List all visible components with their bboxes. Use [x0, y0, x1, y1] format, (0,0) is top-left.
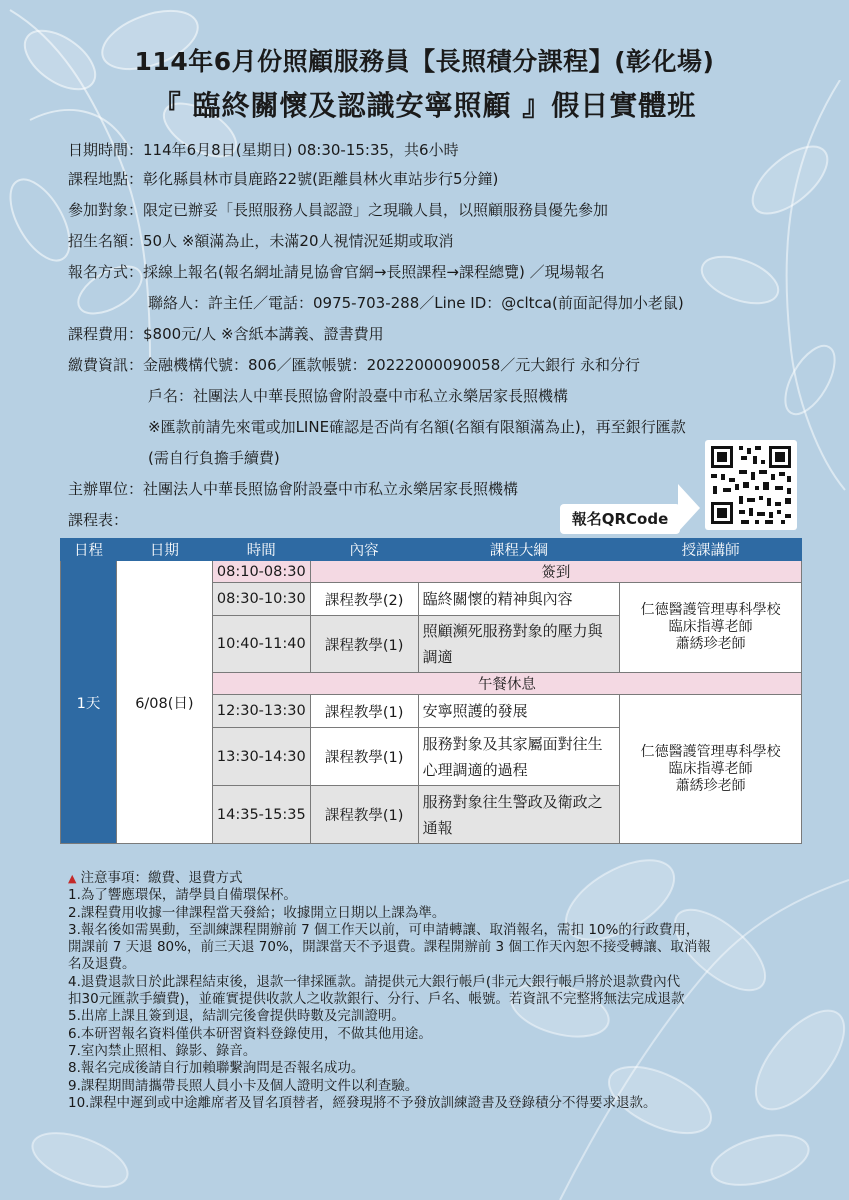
session-content: 課程教學(1) — [310, 695, 418, 728]
note-item: 開課前 7 天退 80%，前三天退 70%，開課當天不予退費。課程開辦前 3 個工作天內恕不接受轉讓、取消報 — [68, 939, 711, 956]
session-topic: 臨終關懷的精神與內容 — [418, 583, 620, 616]
note-item: 9.課程期間請攜帶長照人員小卡及個人證明文件以利查驗。 — [68, 1077, 419, 1094]
table-header-row — [61, 539, 802, 561]
info-account-name: 戶名：社團法人中華長照協會附設臺中市私立永樂居家長照機構 — [148, 387, 569, 405]
teacher-cell-morning — [620, 583, 802, 673]
qr-code-icon — [705, 440, 797, 530]
note-item: 6.本研習報名資料僅供本研習資料登錄使用，不做其他用途。 — [68, 1025, 432, 1042]
checkin-time: 08:10-08:30 — [212, 561, 310, 583]
header-date: 日期 — [116, 539, 212, 561]
session-time: 12:30-13:30 — [212, 695, 310, 728]
schedule-label: 課程表： — [68, 511, 129, 529]
session-time: 14:35-15:35 — [212, 786, 310, 844]
teacher-school: 仁德醫護管理專科學校 — [640, 743, 781, 760]
table-row — [61, 561, 802, 583]
info-contact: 聯絡人：許主任／電話：0975-703-288／Line ID：@cltca(前面記得加小老鼠) — [148, 294, 684, 312]
session-time: 13:30-14:30 — [212, 728, 310, 786]
info-registration: 報名方式：採線上報名(報名網址請見協會官網→長照課程→課程總覽) ／現場報名 — [68, 263, 605, 281]
date-cell: 6/08(日) — [116, 561, 212, 844]
qr-pointer-arrow — [678, 484, 700, 532]
info-payment-note-fee: (需自行負擔手續費) — [148, 449, 280, 467]
qr-label: 報名QRCode — [560, 504, 680, 534]
teacher-title: 臨床指導老師 — [668, 760, 753, 777]
floral-decoration-right — [590, 80, 849, 500]
header-teacher: 授課講師 — [620, 539, 802, 561]
info-location: 課程地點：彰化縣員林市員鹿路22號(距離員林火車站步行5分鐘) — [68, 170, 499, 188]
note-item: 8.報名完成後請自行加賴聯繫詢問是否報名成功。 — [68, 1060, 365, 1077]
session-topic: 安寧照護的發展 — [418, 695, 620, 728]
note-item: 名及退費。 — [68, 956, 136, 973]
info-eligibility: 參加對象：限定已辦妥「長照服務人員認證」之現職人員，以照顧服務員優先參加 — [68, 201, 609, 219]
info-quota: 招生名額：50人 ※額滿為止，未滿20人視情況延期或取消 — [68, 232, 454, 250]
header-outline: 課程大綱 — [418, 539, 620, 561]
registration-qr-code[interactable] — [705, 440, 797, 530]
lunch-break: 午餐休息 — [212, 673, 801, 695]
note-item: 7.室內禁止照相、錄影、錄音。 — [68, 1042, 257, 1059]
note-item: 4.退費退款日於此課程結束後，退款一律採匯款。請提供元大銀行帳戶(非元大銀行帳戶將於退款費內代 — [68, 973, 681, 990]
note-item: 3.報名後如需異動，至訓練課程開辦前 7 個工作天以前，可申請轉讓、取消報名，需扣 10%的行政費用， — [68, 921, 700, 938]
day-cell: 1天 — [61, 561, 117, 844]
session-time: 08:30-10:30 — [212, 583, 310, 616]
note-item: 10.課程中遲到或中途離席者及冒名頂替者，經發現將不予發放訓練證書及登錄積分不得要求退款。 — [68, 1094, 657, 1111]
notes-heading — [68, 870, 788, 887]
course-schedule-table — [60, 538, 802, 844]
teacher-school: 仁德醫護管理專科學校 — [640, 602, 781, 618]
header-time: 時間 — [212, 539, 310, 561]
teacher-title: 臨床指導老師 — [668, 619, 753, 635]
session-content: 課程教學(1) — [310, 616, 418, 673]
session-content: 課程教學(1) — [310, 728, 418, 786]
session-topic: 照顧瀕死服務對象的壓力與調適 — [418, 616, 620, 673]
triangle-warning-icon: ▲ — [68, 872, 77, 885]
session-topic: 服務對象往生警政及衛政之通報 — [418, 786, 620, 844]
info-payment-note: ※匯款前請先來電或加LINE確認是否尚有名額(名額有限額滿為止)，再至銀行匯款 — [148, 418, 686, 436]
checkin-label: 簽到 — [310, 561, 801, 583]
info-organizer: 主辦單位：社團法人中華長照協會附設臺中市私立永樂居家長照機構 — [68, 480, 519, 498]
notes-heading-text: 注意事項：繳費、退費方式 — [80, 870, 243, 886]
course-title: 『 臨終關懷及認識安寧照顧 』假日實體班 — [152, 89, 697, 122]
info-fee: 課程費用：$800元/人 ※含紙本講義、證書費用 — [68, 325, 384, 343]
session-content: 課程教學(2) — [310, 583, 418, 616]
session-time: 10:40-11:40 — [212, 616, 310, 673]
teacher-cell-afternoon — [620, 695, 802, 844]
note-item: 1.為了響應環保，請學員自備環保杯。 — [68, 887, 297, 904]
session-content: 課程教學(1) — [310, 786, 418, 844]
header-content: 內容 — [310, 539, 418, 561]
note-item: 5.出席上課且簽到退，結訓完後會提供時數及完訓證明。 — [68, 1008, 405, 1025]
page-title: 114年6月份照顧服務員【長照積分課程】(彰化場) — [134, 47, 715, 76]
info-date: 日期時間：114年6月8日(星期日) 08:30-15:35，共6小時 — [68, 141, 459, 159]
teacher-name: 蕭綉珍老師 — [675, 777, 746, 794]
teacher-name: 蕭綉珍老師 — [675, 636, 746, 652]
notes-section — [68, 870, 788, 1112]
session-topic: 服務對象及其家屬面對往生心理調適的過程 — [418, 728, 620, 786]
note-item: 扣30元匯款手續費)，並確實提供收款人之收款銀行、分行、戶名、帳號。若資訊不完整將無法完成退款 — [68, 991, 685, 1008]
info-payment: 繳費資訊：金融機構代號：806／匯款帳號：20222000090058／元大銀行 永和分行 — [68, 356, 641, 374]
note-item: 2.課程費用收據一律課程當天發給；收據開立日期以上課為準。 — [68, 904, 446, 921]
header-day: 日程 — [61, 539, 117, 561]
